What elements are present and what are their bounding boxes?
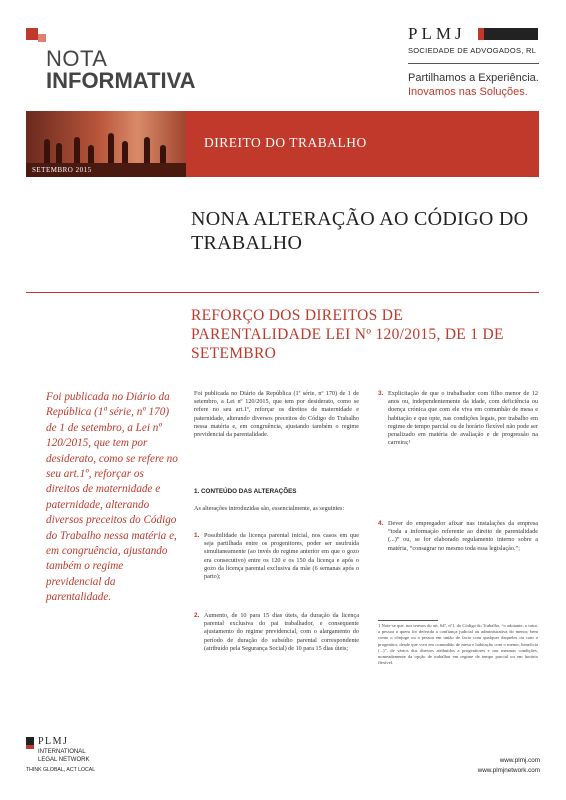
issue-date: SETEMBRO 2015 (32, 166, 92, 174)
list-item-number: 3. (378, 390, 384, 397)
list-item (194, 532, 359, 612)
logo-bar-icon (478, 28, 538, 40)
title-divider (26, 292, 539, 293)
footnote-divider (378, 620, 438, 621)
list-item-number: 1. (194, 532, 200, 539)
website-link[interactable]: www.plmj.com (499, 757, 540, 764)
slogan-line-1: Partilhamos a Experiência. (408, 72, 539, 84)
header-photo (26, 111, 186, 177)
list-item-text: Explicitação de que o trabalhador com filho menor de 12 anos ou, independentemente da idade, com deficiência ou doença crónica que com ele viva em comunhão de mesa e habitação e que opte, nas condições legais, por trabalho em regime de tempo parcial ou de horário flexível não pode ser penalizado em matéria de avaliação e de progressão na carreira;¹ (388, 390, 538, 447)
section-label: DIREITO DO TRABALHO (204, 135, 367, 150)
nota-label: NOTA (46, 46, 108, 71)
footer-network-line1: INTERNATIONAL (38, 749, 86, 755)
list-item (378, 520, 538, 570)
list-item (378, 390, 538, 480)
footnote: 1 Note-se que, nos termos do art. 64º, nº1, do Código do Trabalho, “o adotante, o tutor, a pessoa a quem for deferida a confiança judicial ou administrativa do menor, bem como o cônjuge ou a pessoa em união de facto com qualquer daqueles ou com o progenitor, desde que viva em comunhão de mesa e habitação com o menor, beneficia (...)”, de vários dos direitos atribuídos a progenitores e nas mesmas condições, nomeadamente da opção de trabalhar em regime de tempo parcial ou em horário flexível. (378, 623, 538, 666)
page-title: NONA ALTERAÇÃO AO CÓDIGO DO TRABALHO (191, 208, 529, 254)
header-square-light (38, 34, 46, 42)
section-intro: As alterações introduzidas são, essencialmente, as seguintes: (194, 505, 345, 512)
list-item-text: Dever do empregador afixar nas instalações da empresa “toda a informação referente ao direito de parentalidade (...)” ou, se for elaborado regulamento interno sobre a matéria, “consagrar no mesmo toda essa legislação.”; (388, 520, 538, 552)
list-item-text: Aumento, de 10 para 15 dias úteis, da duração da licença parental exclusiva do pai trabalhador, e consequente ajustamento do regime previdencial, com o alargamento do período de duração do subsídio parental correspondente (atribuído pela Segurança Social) de 10 para 15 dias úteis; (204, 612, 359, 652)
section-band (186, 111, 539, 177)
page-subtitle: REFORÇO DOS DIREITOS DE PARENTALIDADE LEI Nº 120/2015, DE 1 DE SETEMBRO (191, 307, 504, 362)
footer-logo-icon (26, 737, 34, 745)
footer-network-line2: LEGAL NETWORK (38, 757, 90, 763)
footer-logo-accent (26, 745, 34, 749)
header-square-red (26, 28, 38, 40)
intro-paragraph: Foi publicada no Diário da República (1ª série, nº 170) de 1 de setembro, a Lei nº 120/2015, que tem por desiderato, como se refere no seu art.1º, reforçar os direitos de maternidade e paternidade, alterando diversos preceitos do Código do Trabalho nessa matéria e, em congruência, ajustando também o regime previdencial da parentalidade. (194, 390, 359, 439)
slogan-line-2: Inovamos nas Soluções. (408, 86, 528, 98)
plmj-logo: PLMJ (408, 24, 466, 43)
section-heading: 1. CONTEÚDO DAS ALTERAÇÕES (194, 488, 297, 495)
list-item-number: 2. (194, 612, 200, 619)
list-item (194, 612, 359, 692)
network-website-link[interactable]: www.plmjnetwork.com (477, 767, 540, 774)
list-item-text: Possibilidade da licença parental inicial, nos casos em que seja partilhada entre os progenitores, poder ser usufruída simultaneamente (ao invés do regime anterior em que o gozo era consecutivo) entre os 120 e os 150 da licença e após o gozo da licença parental exclusiva da mãe (6 semanas após o parto); (204, 532, 359, 581)
firm-subtitle: SOCIEDADE DE ADVOGADOS, RL (408, 46, 537, 55)
header-divider (408, 63, 539, 64)
pull-quote: Foi publicada no Diário da República (1ª série, nº 170) de 1 de setembro, a Lei nº 120/2015, que tem por desiderato, como se refere no seu art.1º, reforçar os direitos de maternidade e paternidade, alterando diversos preceitos do Código do Trabalho nessa matéria e, em congruência, ajustando também o regime previdencial da parentalidade. (46, 391, 178, 604)
footer-brand: PLMJ (38, 736, 69, 747)
list-item-number: 4. (378, 520, 384, 527)
footer-tagline: THINK GLOBAL, ACT LOCAL (26, 767, 96, 773)
informativa-label: INFORMATIVA (46, 68, 196, 93)
